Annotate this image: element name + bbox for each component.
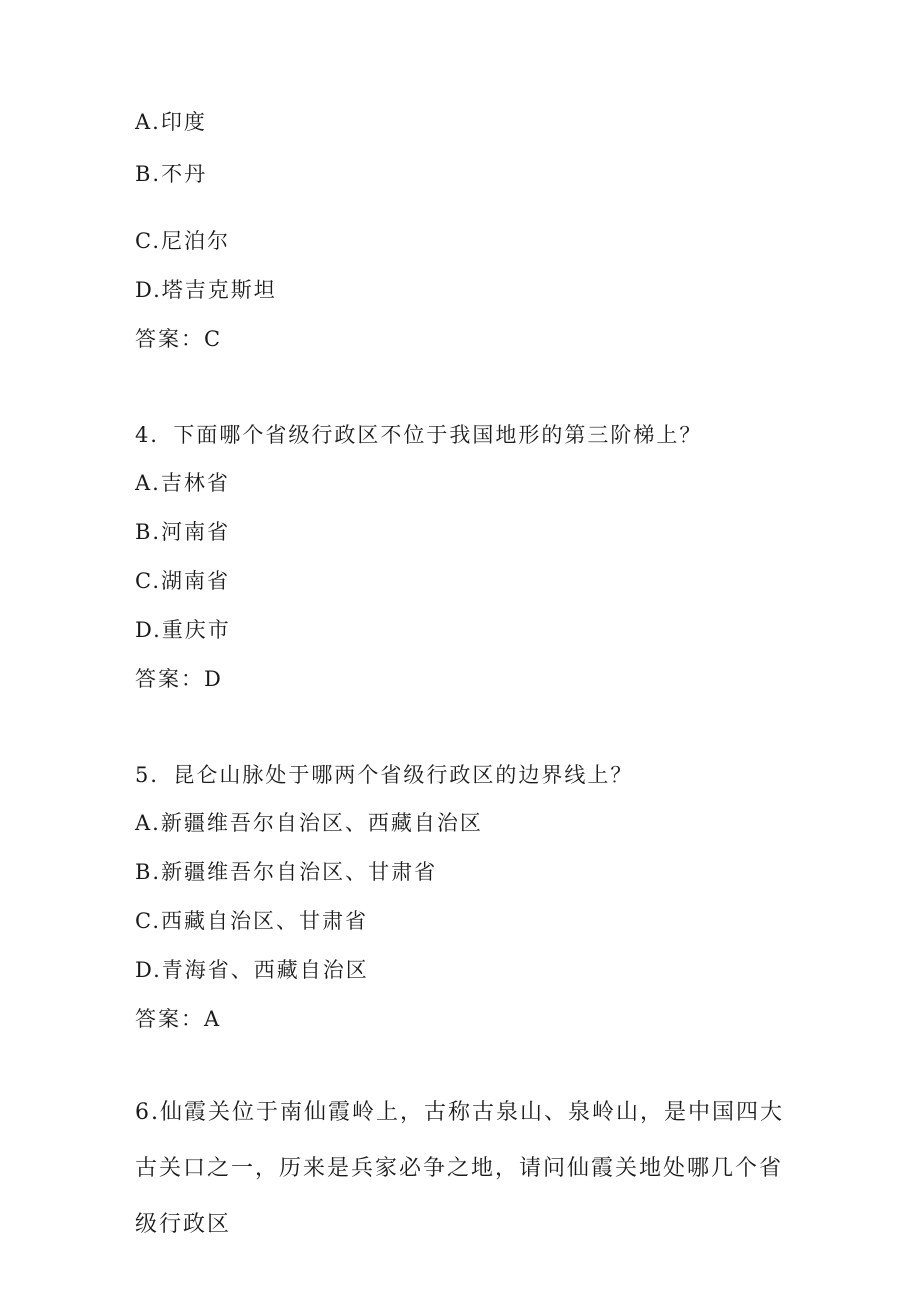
q4-question: 4．下面哪个省级行政区不位于我国地形的第三阶梯上？ bbox=[135, 423, 703, 447]
q5-option-b: B.新疆维吾尔自治区、甘肃省 bbox=[135, 860, 438, 884]
q6-question: 6.仙霞关位于南仙霞岭上，古称古泉山、泉岭山，是中国四大古关口之一，历来是兵家必争之地，请问仙霞关地处哪几个省级行政区 bbox=[135, 1100, 784, 1237]
q3-option-b: B.不丹 bbox=[135, 162, 208, 186]
q4-option-a: A.吉林省 bbox=[135, 471, 230, 495]
q3-option-d: D.塔吉克斯坦 bbox=[135, 278, 277, 302]
q5-option-c: C.西藏自治区、甘肃省 bbox=[135, 909, 368, 933]
q4-option-d: D.重庆市 bbox=[135, 618, 231, 642]
q4-option-b: B.河南省 bbox=[135, 520, 231, 544]
q3-option-c: C.尼泊尔 bbox=[135, 229, 230, 253]
q4-answer: 答案：D bbox=[135, 667, 223, 691]
q5-option-d: D.青海省、西藏自治区 bbox=[135, 958, 369, 982]
q3-answer: 答案：C bbox=[135, 327, 223, 351]
q3-option-a: A.印度 bbox=[135, 110, 207, 134]
q5-question: 5．昆仑山脉处于哪两个省级行政区的边界线上？ bbox=[135, 763, 634, 787]
q4-option-c: C.湖南省 bbox=[135, 569, 230, 593]
q5-answer: 答案：A bbox=[135, 1007, 222, 1031]
q5-option-a: A.新疆维吾尔自治区、西藏自治区 bbox=[135, 811, 483, 835]
